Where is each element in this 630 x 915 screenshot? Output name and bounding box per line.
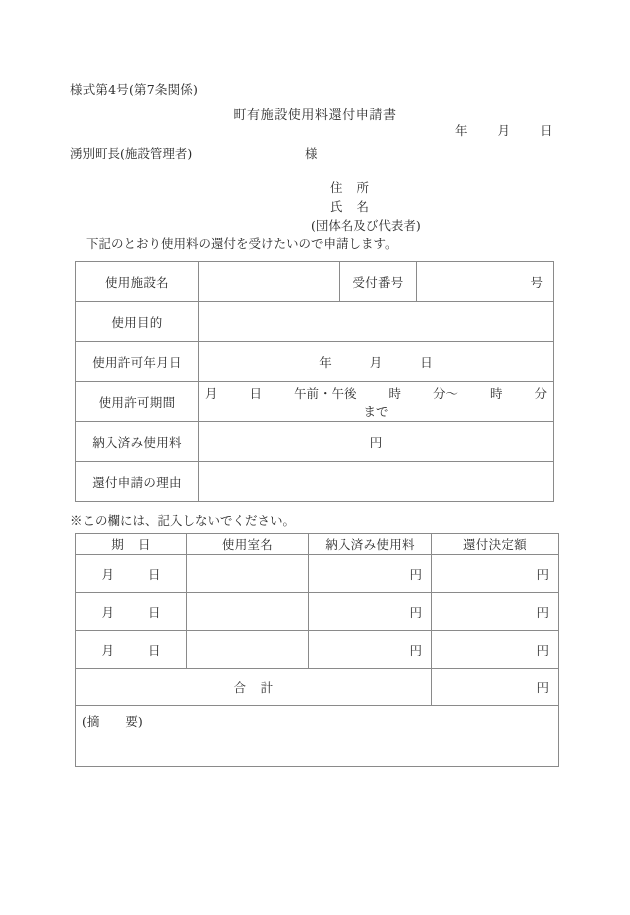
table-row-paid-fee xyxy=(76,422,554,462)
addressee: 湧別町長(施設管理者) xyxy=(70,146,193,161)
cell-date-month: 月 xyxy=(101,604,114,620)
label-permit-date: 使用許可年月日 xyxy=(76,342,199,382)
applicant-org-note: (団体名及び代表者) xyxy=(311,218,421,233)
field-refund-reason[interactable] xyxy=(199,462,554,502)
table-row xyxy=(76,593,559,631)
table-row-total xyxy=(76,669,559,706)
period-end-hour: 時 xyxy=(490,385,503,401)
cell-refund-amount[interactable]: 円 xyxy=(432,631,559,669)
label-refund-reason: 還付申請の理由 xyxy=(76,462,199,502)
cell-date-day: 日 xyxy=(147,566,161,582)
cell-remarks[interactable] xyxy=(76,706,559,767)
office-use-table xyxy=(75,533,559,767)
remarks-label-close: 要) xyxy=(125,714,143,729)
date-month-label: 月 xyxy=(497,123,511,138)
page-title: 町有施設使用料還付申請書 xyxy=(233,108,397,123)
label-use-purpose: 使用目的 xyxy=(76,302,199,342)
cell-refund-amount[interactable]: 円 xyxy=(432,593,559,631)
applicant-name-label: 氏 名 xyxy=(330,199,370,214)
table-row-permit-period xyxy=(76,382,554,422)
column-header-room: 使用室名 xyxy=(187,534,309,555)
issue-date-line xyxy=(455,121,553,139)
request-statement: 下記のとおり使用料の還付を受けたいので申請します。 xyxy=(86,236,398,251)
field-paid-fee[interactable]: 円 xyxy=(199,422,554,462)
table-row-purpose xyxy=(76,302,554,342)
period-day: 日 xyxy=(249,385,263,401)
field-receipt-number[interactable]: 号 xyxy=(417,262,554,302)
addressee-honorific: 様 xyxy=(305,146,318,161)
cell-date-month: 月 xyxy=(101,566,114,582)
cell-date-day: 日 xyxy=(147,604,161,620)
date-year-label: 年 xyxy=(455,123,468,138)
cell-paid-fee[interactable]: 円 xyxy=(309,555,432,593)
table-row-permit-date xyxy=(76,342,554,382)
cell-date[interactable] xyxy=(76,555,187,593)
label-facility-name: 使用施設名 xyxy=(76,262,199,302)
table-row xyxy=(76,631,559,669)
table-row xyxy=(76,555,559,593)
remarks-label-open: (摘 xyxy=(82,714,100,729)
cell-paid-fee[interactable]: 円 xyxy=(309,593,432,631)
permit-date-month: 月 xyxy=(369,354,383,370)
label-total: 合 計 xyxy=(76,669,432,706)
field-use-purpose[interactable] xyxy=(199,302,554,342)
table-header-row xyxy=(76,534,559,555)
cell-date[interactable] xyxy=(76,593,187,631)
applicant-address-label: 住 所 xyxy=(330,180,370,195)
label-receipt-number: 受付番号 xyxy=(340,262,417,302)
period-end-minute: 分まで xyxy=(363,385,548,419)
permit-date-day: 日 xyxy=(420,354,433,370)
date-day-label: 日 xyxy=(540,123,553,138)
applicant-block xyxy=(311,178,421,235)
field-facility-name[interactable] xyxy=(199,262,340,302)
cell-room[interactable] xyxy=(187,555,309,593)
cell-total-amount[interactable]: 円 xyxy=(432,669,559,706)
table-row-refund-reason xyxy=(76,462,554,502)
table-row-facility xyxy=(76,262,554,302)
field-permit-period[interactable] xyxy=(199,382,554,422)
label-permit-period: 使用許可期間 xyxy=(76,382,199,422)
permit-date-year: 年 xyxy=(319,354,332,370)
column-header-date: 期 日 xyxy=(76,534,187,555)
cell-date-month: 月 xyxy=(101,642,114,658)
office-use-note: ※この欄には、記入しないでください。 xyxy=(70,513,296,528)
cell-refund-amount[interactable]: 円 xyxy=(432,555,559,593)
column-header-refund-amount: 還付決定額 xyxy=(432,534,559,555)
cell-paid-fee[interactable]: 円 xyxy=(309,631,432,669)
cell-date-day: 日 xyxy=(147,642,161,658)
period-start-hour: 時 xyxy=(388,385,402,401)
form-code: 様式第4号(第7条関係) xyxy=(70,82,199,97)
application-detail-table xyxy=(75,261,554,502)
period-ampm: 午前・午後 xyxy=(294,385,357,401)
column-header-paid-fee: 納入済み使用料 xyxy=(309,534,432,555)
field-permit-date[interactable] xyxy=(199,342,554,382)
cell-room[interactable] xyxy=(187,593,309,631)
period-start-minute: 分〜 xyxy=(433,385,459,401)
label-paid-fee: 納入済み使用料 xyxy=(76,422,199,462)
period-month: 月 xyxy=(205,385,218,401)
cell-room[interactable] xyxy=(187,631,309,669)
table-row-remarks xyxy=(76,706,559,767)
cell-date[interactable] xyxy=(76,631,187,669)
